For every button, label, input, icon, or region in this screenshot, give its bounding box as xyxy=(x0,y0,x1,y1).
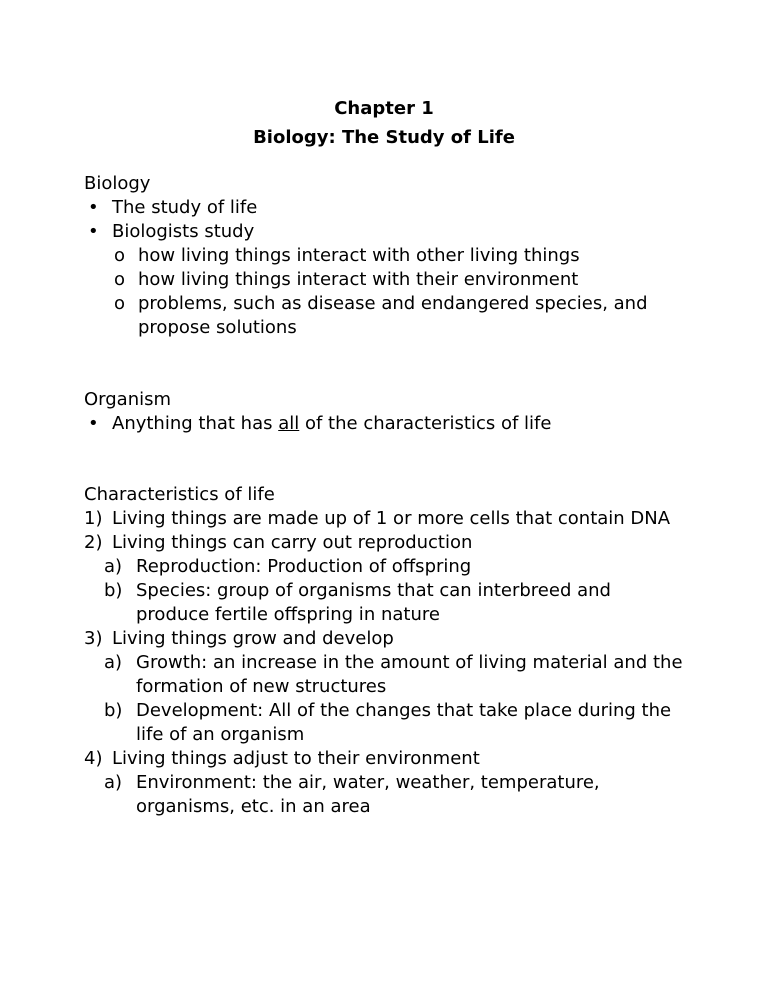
biology-bullet: • Biologists study xyxy=(88,221,255,242)
biology-subitem: o problems, such as disease and endangered species, and propose solutions xyxy=(114,293,648,338)
characteristic-item: 1) Living things are made up of 1 or more cells that contain DNA xyxy=(84,508,671,529)
bullet-dot-icon: • xyxy=(88,197,99,218)
biology-bullet: • The study of life xyxy=(88,197,258,218)
characteristic-item: 2) Living things can carry out reproduction xyxy=(84,532,473,553)
characteristic-subitem: b) Development: All of the changes that take place during the life of an organism xyxy=(104,700,672,745)
hollow-bullet-icon: o xyxy=(114,245,126,266)
biology-subitem: o how living things interact with their environment xyxy=(114,269,579,290)
characteristic-subitem: a) Environment: the air, water, weather, temperature, organisms, etc. in an area xyxy=(104,772,600,817)
hollow-bullet-icon: o xyxy=(114,269,126,290)
organism-section xyxy=(84,388,684,436)
characteristic-subitem: b) Species: group of organisms that can interbreed and produce fertile offspring in nature xyxy=(104,580,611,625)
characteristics-section xyxy=(84,483,684,819)
bullet-dot-icon: • xyxy=(88,221,99,242)
chapter-label: Chapter 1 xyxy=(334,98,434,119)
organism-heading: Organism xyxy=(84,389,172,410)
document-title xyxy=(0,94,768,152)
biology-section xyxy=(84,172,684,340)
characteristic-item: 3) Living things grow and develop xyxy=(84,628,394,649)
bullet-dot-icon: • xyxy=(88,413,99,434)
characteristic-subitem: a) Reproduction: Production of offspring xyxy=(104,556,472,577)
biology-subitem: o how living things interact with other living things xyxy=(114,245,580,266)
organism-bullet: • Anything that has all of the characteristics of life xyxy=(88,413,552,434)
biology-heading: Biology xyxy=(84,173,151,194)
chapter-subtitle: Biology: The Study of Life xyxy=(253,127,515,148)
characteristic-subitem: a) Growth: an increase in the amount of living material and the formation of new structures xyxy=(104,652,683,697)
characteristic-item: 4) Living things adjust to their environment xyxy=(84,748,480,769)
characteristics-heading: Characteristics of life xyxy=(84,484,275,505)
hollow-bullet-icon: o xyxy=(114,293,126,314)
emphasis-all: all xyxy=(278,413,300,434)
